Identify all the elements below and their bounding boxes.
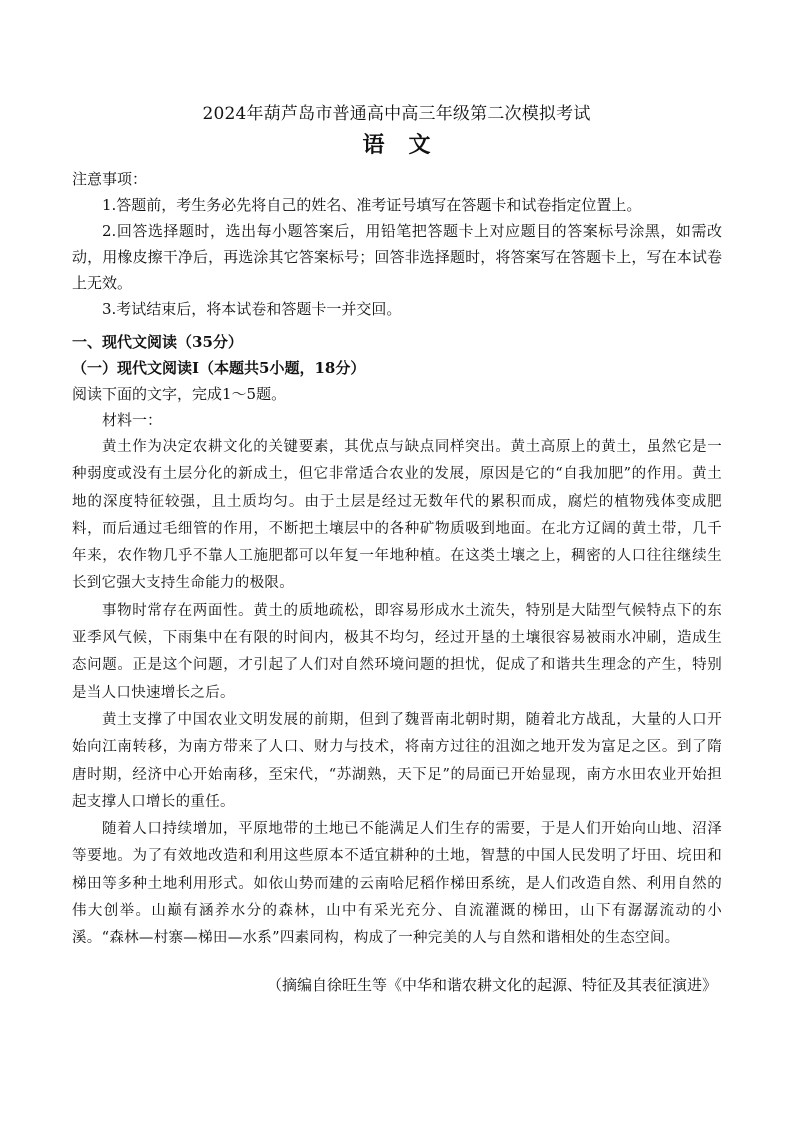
article-paragraph: 黄土作为决定农耕文化的关键要素，其优点与缺点同样突出。黄土高原上的黄土，虽然它是一种弱度或没有土层分化的新成土，但它非常适合农业的发展，原因是它的“自我加肥”的作用。黄土地的深度特征较强，且土质均匀。由于土层是经过无数年代的累积而成，腐烂的植物残体变成肥料，而后通过毛细管的作用，不断把土壤层中的各种矿物质吸到地面。在北方辽阔的黄土带，几千年来，农作物几乎不靠人工施肥都可以年复一年地种植。在这类土壤之上，稠密的人口往往继续生长到它强大支持生命能力的极限。 xyxy=(72,439,722,592)
article-paragraph: 随着人口持续增加，平原地带的土地已不能满足人们生存的需要，于是人们开始向山地、沼泽等要地。为了有效地改造和利用这些原本不适宜耕种的土地，智慧的中国人民发明了圩田、垸田和梯田等多种土地利用形式。如依山势而建的云南哈尼稻作梯田系统，是人们改造自然、利用自然的伟大创举。山巅有涵养水分的森林，山中有采光充分、自流灌溉的梯田，山下有潺潺流动的小溪。“森林—村寨—梯田—水系”四素同构，构成了一种完美的人与自然和谐相处的生态空间。 xyxy=(72,821,722,947)
reading-instruction: 阅读下面的文字，完成1～5题。 xyxy=(72,385,287,403)
notice-item: 3.考试结束后，将本试卷和答题卡一并交回。 xyxy=(102,300,402,318)
notice-item: 2.回答选择题时，选出每小题答案后，用铅笔把答题卡上对应题目的答案标号涂黑，如需改动，用橡皮擦干净后，再选涂其它答案标号；回答非选择题时，将答案写在答题卡上，写在本试卷上无效。 xyxy=(72,222,722,292)
material-label-block xyxy=(72,407,722,433)
subsection-heading-block xyxy=(72,355,722,381)
article-source: （摘编自徐旺生等《中华和谐农耕文化的起源、特征及其表征演进》 xyxy=(266,976,717,994)
section-heading-block xyxy=(72,329,722,355)
exam-title: 2024年葫芦岛市普通高中高三年级第二次模拟考试 xyxy=(202,104,591,124)
section-heading: 一、现代文阅读（35分） xyxy=(72,333,243,351)
article-body xyxy=(72,434,722,953)
article-paragraph: 黄土支撑了中国农业文明发展的前期，但到了魏晋南北朝时期，随着北方战乱，大量的人口开始向江南转移，为南方带来了人口、财力与技术，将南方过往的沮洳之地开发为富足之区。到了隋唐时期，经济中心开始南移，至宋代，“苏湖熟，天下足”的局面已开始显现，南方水田农业开始担起支撑人口增长的重任。 xyxy=(72,711,722,810)
notice-heading: 注意事项： xyxy=(72,170,148,188)
notice-heading-block xyxy=(72,166,722,192)
subsection-heading: （一）现代文阅读Ⅰ（本题共5小题，18分） xyxy=(72,359,366,377)
notice-item: 1.答题前，考生务必先将自己的姓名、准考证号填写在答题卡和试卷指定位置上。 xyxy=(102,196,642,214)
material-label: 材料一： xyxy=(102,411,163,429)
article-paragraph: 事物时常存在两面性。黄土的质地疏松，即容易形成水土流失，特别是大陆型气候特点下的东亚季风气候，下雨集中在有限的时间内，极其不均匀，经过开垦的土壤很容易被雨水冲刷，造成生态问题。正是这个问题，才引起了人们对自然环境问题的担忧，促成了和谐共生理念的产生，特别是当人口快速增长之后。 xyxy=(72,602,722,701)
subject-title: 语文 xyxy=(362,132,455,158)
notice-list xyxy=(72,192,722,322)
instruction-block xyxy=(72,381,722,407)
